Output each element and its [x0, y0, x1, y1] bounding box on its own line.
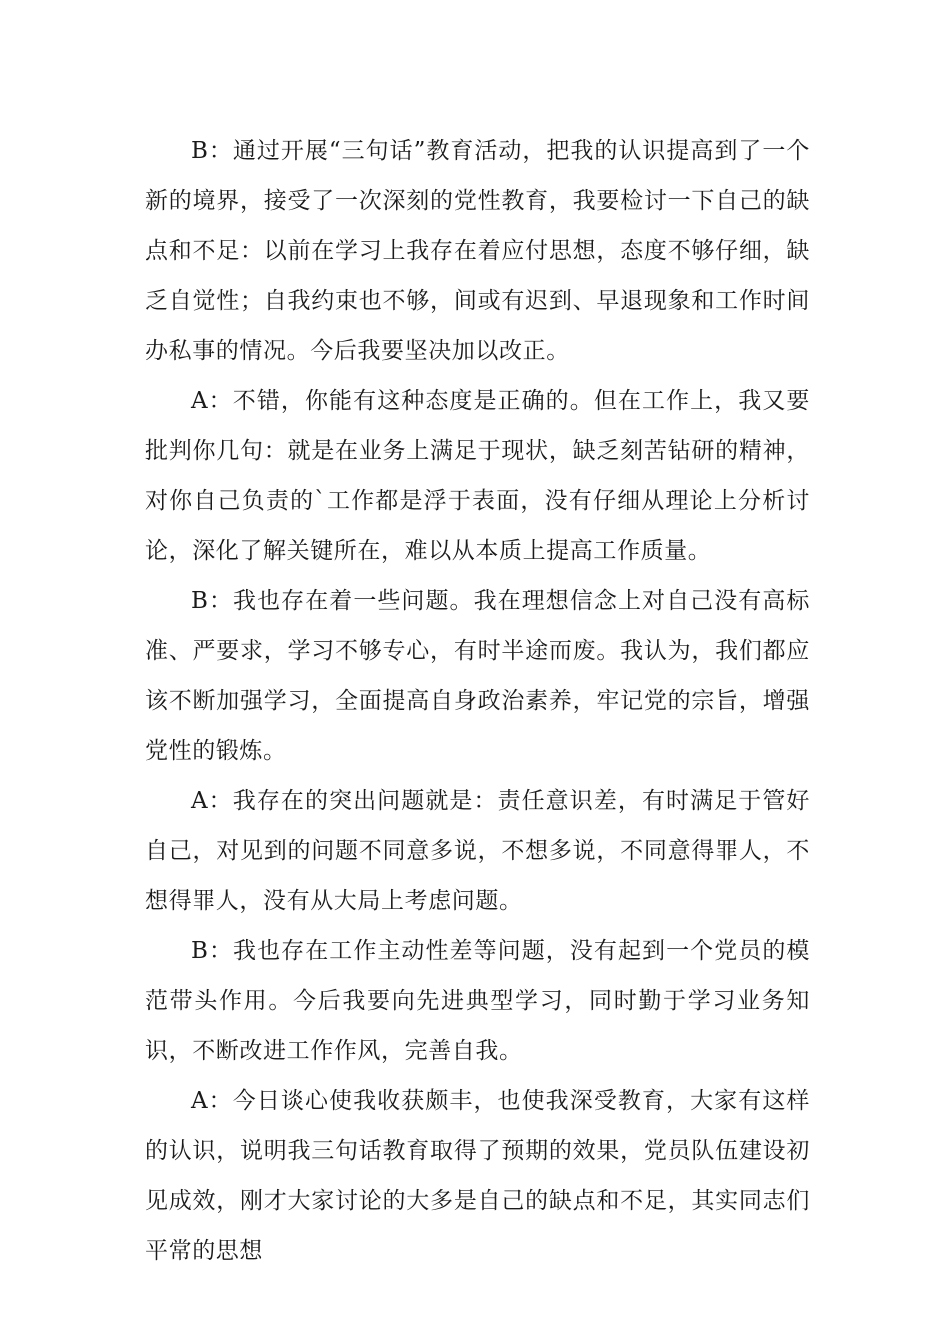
paragraph: B：通过开展“三句话”教育活动，把我的认识提高到了一个新的境界，接受了一次深刻的党性教育，我要检讨一下自己的缺点和不足：以前在学习上我存在着应付思想，态度不够仔细，缺乏自觉性；自我约束也不够，间或有迟到、早退现象和工作时间办私事的情况。今后我要坚决加以改正。: [145, 138, 810, 364]
paragraph: A：我存在的突出问题就是：责任意识差，有时满足于管好自己，对见到的问题不同意多说，不想多说，不同意得罪人，不想得罪人，没有从大局上考虑问题。: [145, 788, 810, 914]
paragraph: B：我也存在工作主动性差等问题，没有起到一个党员的模范带头作用。今后我要向先进典型学习，同时勤于学习业务知识，不断改进工作作风，完善自我。: [145, 938, 810, 1064]
paragraph: A：不错，你能有这种态度是正确的。但在工作上，我又要批判你几句：就是在业务上满足于现状，缺乏刻苦钻研的精神，对你自己负责的`工作都是浮于表面，没有仔细从理论上分析讨论，深化了解关键所在，难以从本质上提高工作质量。: [145, 388, 810, 564]
paragraph: B：我也存在着一些问题。我在理想信念上对自己没有高标准、严要求，学习不够专心，有时半途而废。我认为，我们都应该不断加强学习，全面提高自身政治素养，牢记党的宗旨，增强党性的锻炼。: [145, 588, 810, 764]
document-body: [145, 126, 810, 1276]
paragraph: A：今日谈心使我收获颇丰，也使我深受教育，大家有这样的认识，说明我三句话教育取得了预期的效果，党员队伍建设初见成效，刚才大家讨论的大多是自己的缺点和不足，其实同志们平常的思想: [145, 1088, 810, 1264]
